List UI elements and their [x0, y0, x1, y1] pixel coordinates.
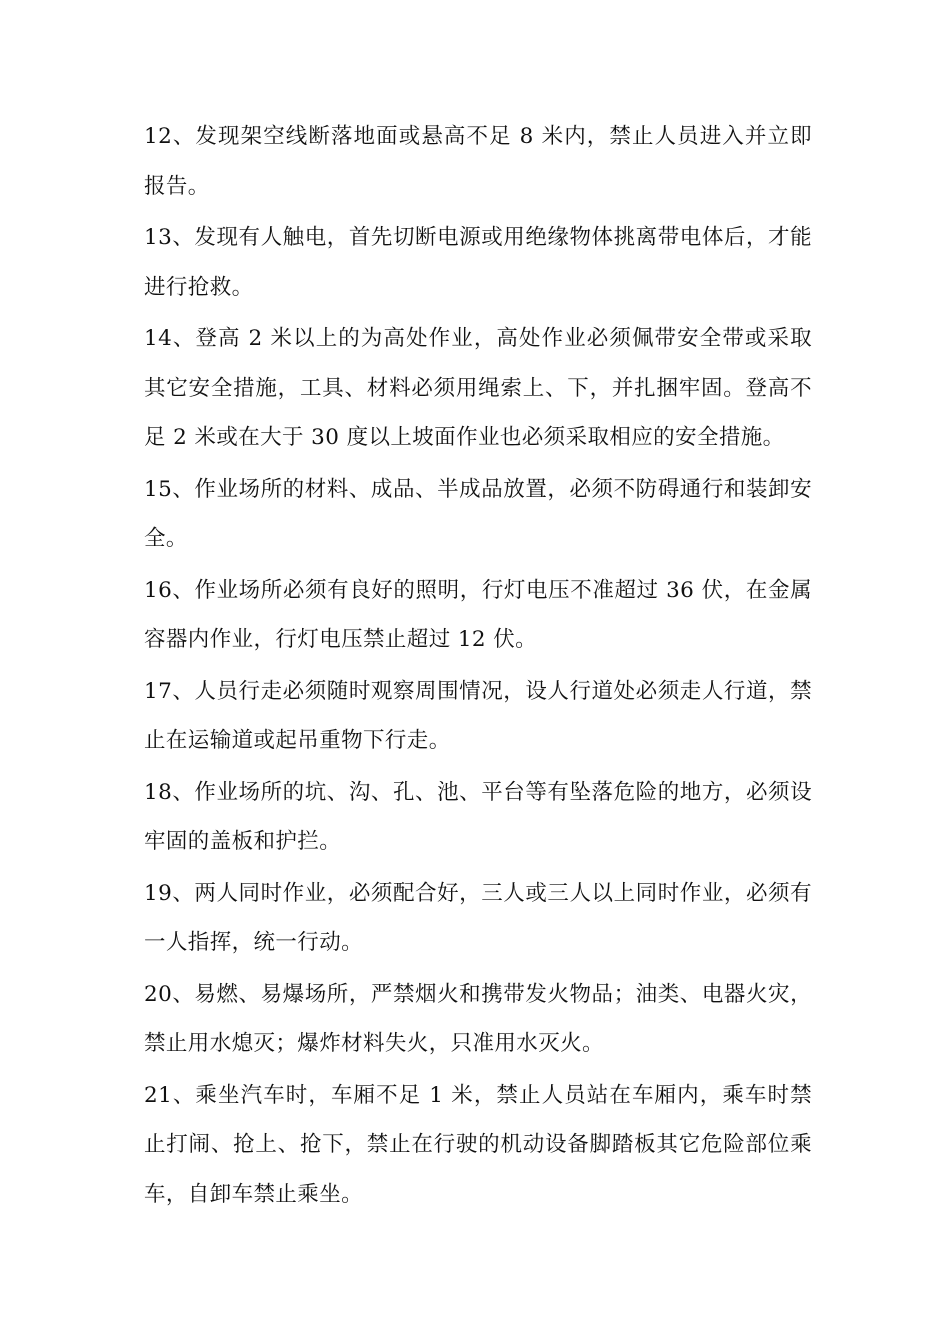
rule-paragraph-12: 12、发现架空线断落地面或悬高不足 8 米内，禁止人员进入并立即报告。: [144, 124, 812, 199]
rule-paragraph-19: 19、两人同时作业，必须配合好，三人或三人以上同时作业，必须有一人指挥，统一行动。: [144, 880, 812, 955]
document-body: [144, 112, 812, 1221]
rule-paragraph-14: 14、登高 2 米以上的为高处作业，高处作业必须佩带安全带或采取其它安全措施，工具、材料必须用绳索上、下，并扎捆牢固。登高不足 2 米或在大于 30 度以上坡面作业也必须采取相应的安全措施。: [144, 326, 812, 450]
rule-paragraph-18: 18、作业场所的坑、沟、孔、池、平台等有坠落危险的地方，必须设牢固的盖板和护拦。: [144, 779, 812, 854]
rule-paragraph-17: 17、人员行走必须随时观察周围情况，设人行道处必须走人行道，禁止在运输道或起吊重物下行走。: [144, 678, 812, 753]
rule-paragraph-16: 16、作业场所必须有良好的照明，行灯电压不准超过 36 伏，在金属容器内作业，行灯电压禁止超过 12 伏。: [144, 577, 812, 652]
rule-paragraph-15: 15、作业场所的材料、成品、半成品放置，必须不防碍通行和装卸安全。: [144, 476, 812, 551]
rule-paragraph-13: 13、发现有人触电，首先切断电源或用绝缘物体挑离带电体后，才能进行抢救。: [144, 225, 812, 300]
rule-paragraph-21: 21、乘坐汽车时，车厢不足 1 米，禁止人员站在车厢内，乘车时禁止打闹、抢上、抢下，禁止在行驶的机动设备脚踏板其它危险部位乘车，自卸车禁止乘坐。: [144, 1082, 812, 1207]
rule-paragraph-20: 20、易燃、易爆场所，严禁烟火和携带发火物品；油类、电器火灾，禁止用水熄灭；爆炸材料失火，只准用水灭火。: [144, 981, 812, 1056]
